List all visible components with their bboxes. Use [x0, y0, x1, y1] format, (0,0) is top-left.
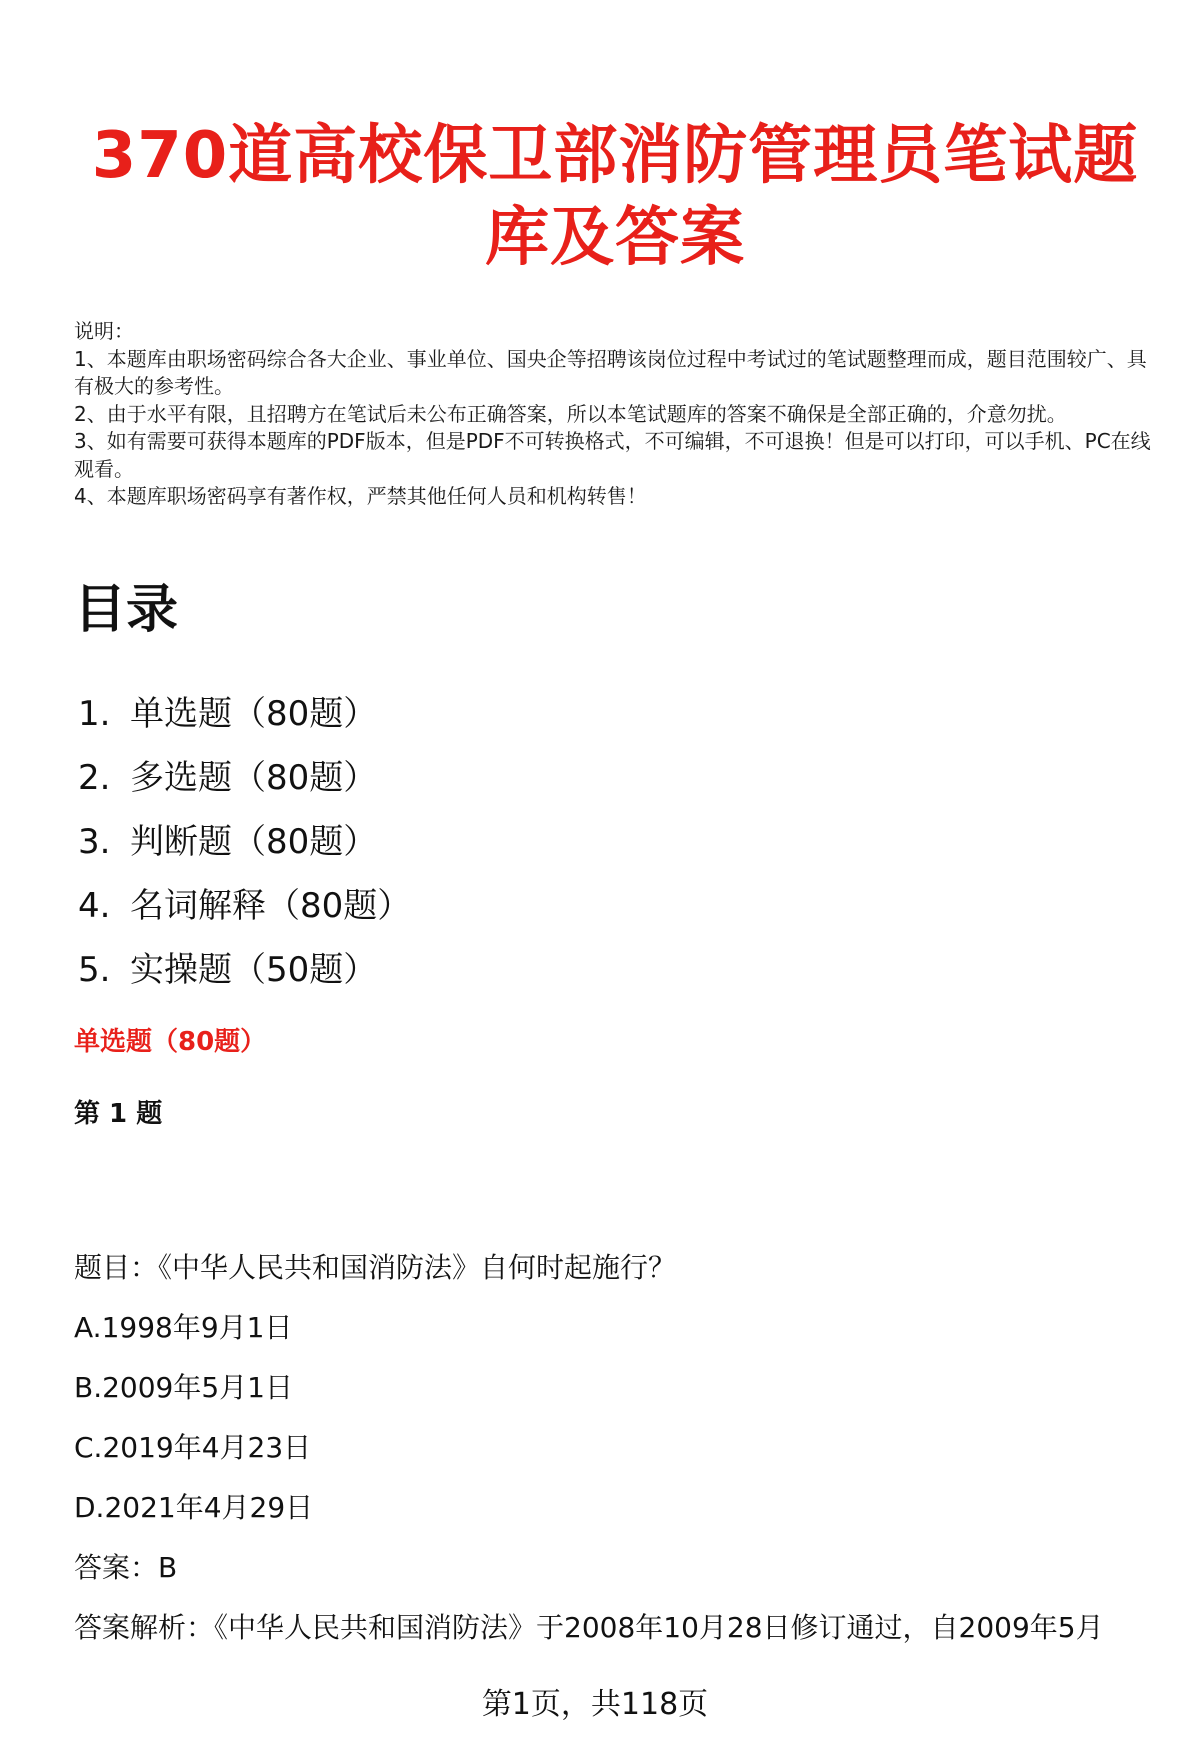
note-item: 2、由于水平有限，且招聘方在笔试后未公布正确答案，所以本笔试题库的答案不确保是全部正确的，介意勿扰。	[74, 401, 1067, 426]
note-item: 3、如有需要可获得本题库的PDF版本，但是PDF不可转换格式，不可编辑，不可退换！但是可以打印，可以手机、PC在线观看。	[74, 429, 1151, 481]
option-d: D.2021年4月29日	[74, 1491, 314, 1524]
title-line-2: 库及答案	[485, 201, 745, 275]
toc-item-number: 2.	[78, 758, 111, 798]
question-number: 第 1 题	[74, 1099, 163, 1129]
toc-item-label: 单选题（80题）	[130, 694, 378, 734]
toc-item[interactable]	[78, 746, 411, 810]
toc-item[interactable]	[78, 682, 411, 746]
title-line-1: 370道高校保卫部消防管理员笔试题	[91, 119, 1139, 193]
toc-item-number: 4.	[78, 886, 111, 926]
question-text: 题目：《中华人民共和国消防法》自何时起施行？	[74, 1251, 677, 1284]
answer: 答案：B	[74, 1551, 178, 1584]
table-of-contents	[78, 682, 411, 1002]
note-item: 1、本题库由职场密码综合各大企业、事业单位、国央企等招聘该岗位过程中考试过的笔试题整理而成，题目范围较广、具有极大的参考性。	[74, 346, 1147, 398]
option-c: C.2019年4月23日	[74, 1431, 312, 1464]
notes-heading: 说明：	[74, 319, 134, 343]
note-item: 4、本题库职场密码享有著作权，严禁其他任何人员和机构转售！	[74, 484, 647, 508]
toc-item-number: 1.	[78, 694, 111, 734]
toc-item[interactable]	[78, 874, 411, 938]
page-footer: 第1页，共118页	[481, 1687, 709, 1722]
toc-item-label: 判断题（80题）	[130, 822, 378, 862]
toc-item-number: 5.	[78, 950, 111, 990]
toc-item-number: 3.	[78, 822, 111, 862]
toc-item-label: 实操题（50题）	[130, 950, 378, 990]
toc-heading: 目录	[74, 580, 179, 640]
toc-item[interactable]	[78, 938, 411, 1002]
section-title: 单选题（80题）	[74, 1027, 267, 1057]
toc-item-label: 多选题（80题）	[130, 758, 378, 798]
answer-explanation: 答案解析：《中华人民共和国消防法》于2008年10月28日修订通过，自2009年5月	[74, 1611, 1104, 1644]
notes-block	[74, 318, 1152, 511]
toc-item[interactable]	[78, 810, 411, 874]
option-b: B.2009年5月1日	[74, 1371, 293, 1404]
document-title	[60, 115, 1170, 279]
toc-item-label: 名词解释（80题）	[130, 886, 412, 926]
option-a: A.1998年9月1日	[74, 1311, 293, 1344]
